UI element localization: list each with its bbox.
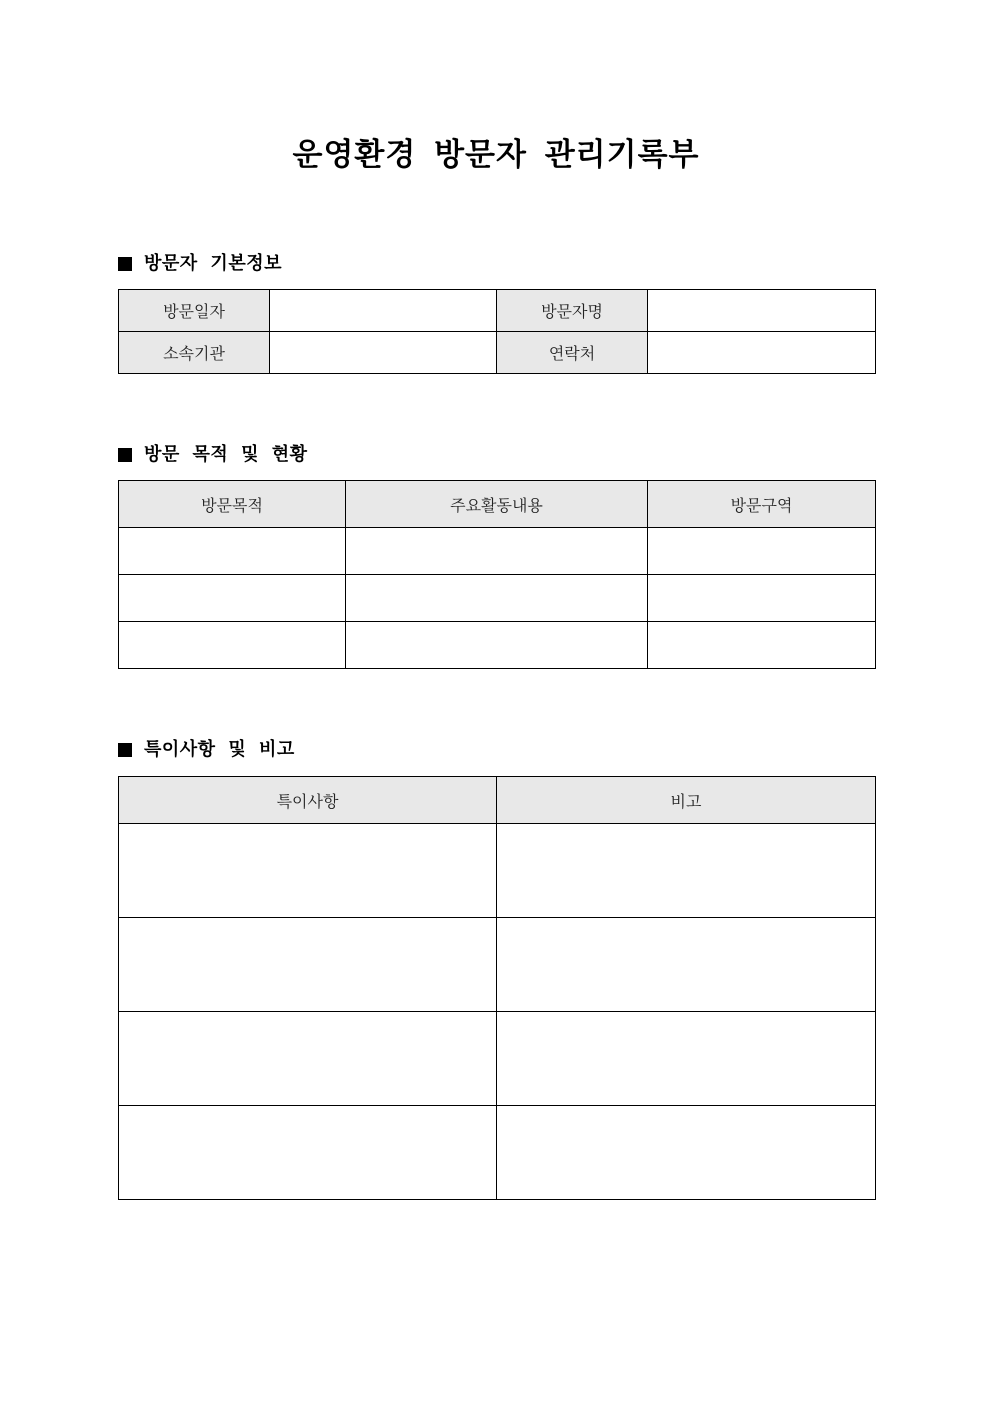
purpose-cell[interactable] <box>119 528 346 575</box>
table-row <box>119 575 876 622</box>
section-heading-purpose <box>118 443 308 467</box>
basic-info-table <box>118 289 876 374</box>
visitor-name-label: 방문자명 <box>497 290 648 332</box>
notes-cell[interactable] <box>119 918 497 1012</box>
purpose-cell[interactable] <box>119 622 346 669</box>
column-header-remarks: 비고 <box>497 777 876 824</box>
table-header-row <box>119 777 876 824</box>
table-row <box>119 918 876 1012</box>
contact-label: 연락처 <box>497 332 648 374</box>
remarks-cell[interactable] <box>497 918 876 1012</box>
notes-table <box>118 776 876 1200</box>
section-heading-text: 방문 목적 및 현황 <box>144 444 308 465</box>
visitor-name-field[interactable] <box>648 290 876 332</box>
table-row <box>119 528 876 575</box>
table-row <box>119 1012 876 1106</box>
visit-date-field[interactable] <box>270 290 497 332</box>
organization-label: 소속기관 <box>119 332 270 374</box>
square-bullet-icon <box>118 743 132 757</box>
column-header-activity: 주요활동내용 <box>346 481 648 528</box>
area-cell[interactable] <box>648 575 876 622</box>
table-row <box>119 332 876 374</box>
contact-field[interactable] <box>648 332 876 374</box>
table-row <box>119 824 876 918</box>
notes-cell[interactable] <box>119 1012 497 1106</box>
area-cell[interactable] <box>648 622 876 669</box>
document-title: 운영환경 방문자 관리기록부 <box>292 137 700 173</box>
section-heading-text: 특이사항 및 비고 <box>144 739 295 760</box>
activity-cell[interactable] <box>346 622 648 669</box>
table-row <box>119 622 876 669</box>
square-bullet-icon <box>118 448 132 462</box>
notes-cell[interactable] <box>119 824 497 918</box>
section-heading-basic-info <box>118 252 282 276</box>
organization-field[interactable] <box>270 332 497 374</box>
activity-cell[interactable] <box>346 575 648 622</box>
remarks-cell[interactable] <box>497 1012 876 1106</box>
square-bullet-icon <box>118 257 132 271</box>
section-heading-notes <box>118 738 295 762</box>
notes-cell[interactable] <box>119 1106 497 1200</box>
column-header-notes: 특이사항 <box>119 777 497 824</box>
visit-date-label: 방문일자 <box>119 290 270 332</box>
purpose-cell[interactable] <box>119 575 346 622</box>
table-row <box>119 1106 876 1200</box>
table-row <box>119 290 876 332</box>
column-header-purpose: 방문목적 <box>119 481 346 528</box>
section-heading-text: 방문자 기본정보 <box>144 253 282 274</box>
activity-cell[interactable] <box>346 528 648 575</box>
visit-purpose-table <box>118 480 876 669</box>
area-cell[interactable] <box>648 528 876 575</box>
table-header-row <box>119 481 876 528</box>
remarks-cell[interactable] <box>497 1106 876 1200</box>
remarks-cell[interactable] <box>497 824 876 918</box>
column-header-area: 방문구역 <box>648 481 876 528</box>
